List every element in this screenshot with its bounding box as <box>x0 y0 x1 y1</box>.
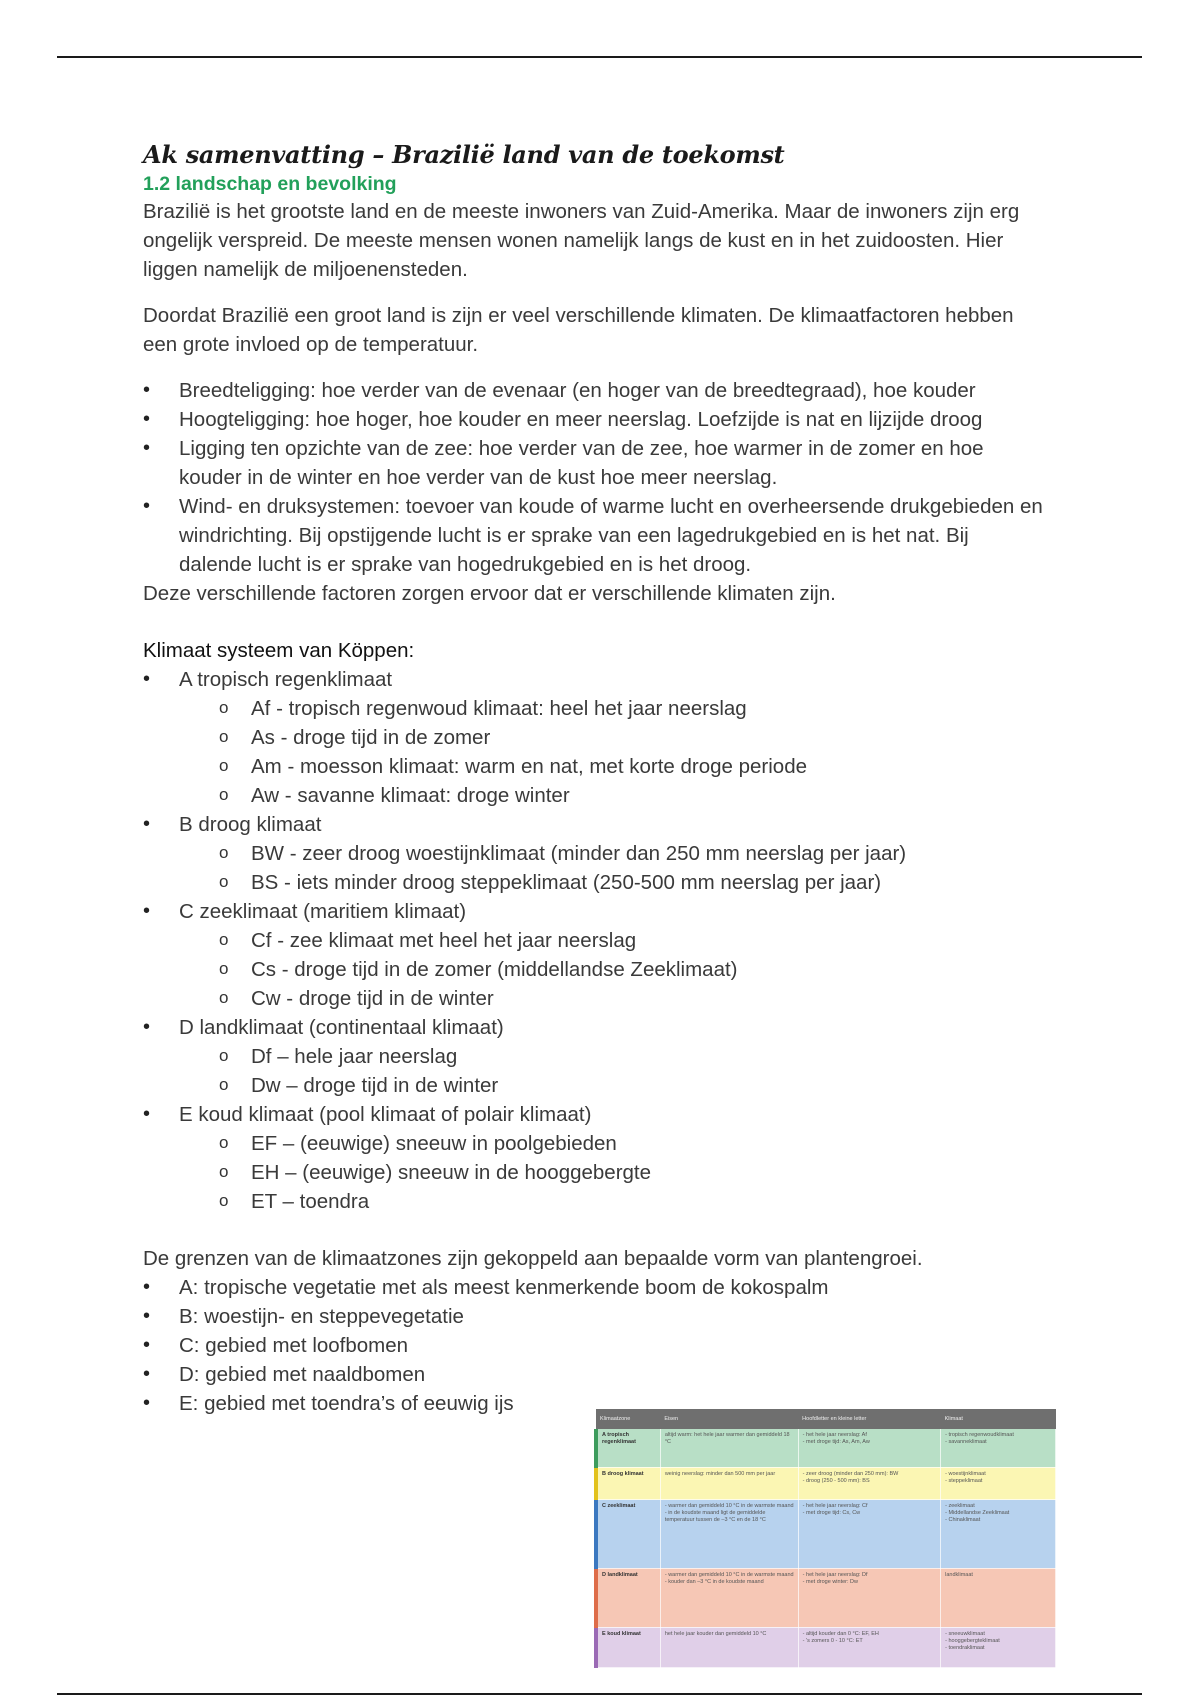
table-cell: - woestijnklimaat - steppeklimaat <box>941 1467 1056 1499</box>
table-row <box>596 1500 1056 1569</box>
table-header: Eisen <box>660 1409 798 1429</box>
table-cell: E koud klimaat <box>596 1627 660 1667</box>
table-cell: - zeer droog (minder dan 250 mm): BW - droog (250 - 500 mm): BS <box>798 1467 940 1499</box>
list-item: • D: gebied met naaldbomen <box>143 1360 1043 1389</box>
table-cell: - het hele jaar neerslag: Cf - met droge tijd: Cs, Cw <box>798 1500 940 1569</box>
table-cell: - het hele jaar neerslag: Df - met droge winter: Dw <box>798 1568 940 1627</box>
list-item: o Cs - droge tijd in de zomer (middellandse Zeeklimaat) <box>143 955 1043 984</box>
table-cell: landklimaat <box>941 1568 1056 1627</box>
table-cell: - het hele jaar neerslag: Af - met droge tijd: As, Am, Aw <box>798 1429 940 1467</box>
table-cell: A tropisch regenklimaat <box>596 1429 660 1467</box>
list-item: o EF – (eeuwige) sneeuw in poolgebieden <box>143 1129 1043 1158</box>
koppen-table <box>594 1409 1056 1668</box>
list-item: o BW - zeer droog woestijnklimaat (minder dan 250 mm neerslag per jaar) <box>143 839 1043 868</box>
section-title: 1.2 landschap en bevolking <box>143 173 397 195</box>
list-item: • Ligging ten opzichte van de zee: hoe verder van de zee, hoe warmer in de zomer en hoe kouder in de winter en hoe verder van de kust hoe meer neerslag. <box>143 434 1043 492</box>
bottom-rule <box>57 1693 1142 1695</box>
list-item: • B: woestijn- en steppevegetatie <box>143 1302 1043 1331</box>
document-title: Ak samenvatting – Brazilië land van de toekomst <box>143 140 785 169</box>
paragraph-climate: Doordat Brazilië een groot land is zijn er veel verschillende klimaten. De klimaatfactoren hebben een grote invloed op de temperatuur. <box>143 304 1014 356</box>
list-item: • Hoogteligging: hoe hoger, hoe kouder en meer neerslag. Loefzijde is nat en lijzijde droog <box>143 405 1043 434</box>
table-header-row <box>596 1409 1056 1429</box>
koppen-heading: Klimaat systeem van Köppen: <box>143 639 415 662</box>
list-item: o EH – (eeuwige) sneeuw in de hooggebergte <box>143 1158 1043 1187</box>
table-cell: weinig neerslag: minder dan 500 mm per jaar <box>660 1467 798 1499</box>
list-item: o Cw - droge tijd in de winter <box>143 984 1043 1013</box>
list-item: o Am - moesson klimaat: warm en nat, met korte droge periode <box>143 752 1043 781</box>
list-item: • Wind- en druksystemen: toevoer van koude of warme lucht en overheersende drukgebieden en windrichting. Bij opstijgende lucht is er sprake van een lagedrukgebied en is het nat. Bij dalende lucht is er sprake van hogedrukgebied en is het droog. <box>143 492 1043 579</box>
table-header: Hoofdletter en kleine letter <box>798 1409 940 1429</box>
list-item: • A tropisch regenklimaat <box>143 665 1043 694</box>
list-item: • B droog klimaat <box>143 810 1043 839</box>
list-item: • A: tropische vegetatie met als meest kenmerkende boom de kokospalm <box>143 1273 1043 1302</box>
document-body <box>143 140 1043 1418</box>
list-item: • C: gebied met loofbomen <box>143 1331 1043 1360</box>
list-item: • Breedteligging: hoe verder van de evenaar (en hoger van de breedtegraad), hoe kouder <box>143 376 1043 405</box>
list-item: o BS - iets minder droog steppeklimaat (250-500 mm neerslag per jaar) <box>143 868 1043 897</box>
table-cell: C zeeklimaat <box>596 1500 660 1569</box>
table-header: Klimaat <box>941 1409 1056 1429</box>
list-item: o Cf - zee klimaat met heel het jaar neerslag <box>143 926 1043 955</box>
table-cell: - sneeuwklimaat - hooggebergteklimaat - toendraklimaat <box>941 1627 1056 1667</box>
table-cell: - warmer dan gemiddeld 10 °C in de warmste maand - in de koudste maand ligt de gemiddelde temperatuur tussen de –3 °C en de 18 °C <box>660 1500 798 1569</box>
list-item: o ET – toendra <box>143 1187 1043 1216</box>
table-header: Klimaatzone <box>596 1409 660 1429</box>
table-row <box>596 1467 1056 1499</box>
table-cell: - zeeklimaat - Middellandse Zeeklimaat - Chinaklimaat <box>941 1500 1056 1569</box>
list-item: o As - droge tijd in de zomer <box>143 723 1043 752</box>
climate-factors-list <box>143 376 1043 579</box>
table-cell: B droog klimaat <box>596 1467 660 1499</box>
table-cell: altijd warm: het hele jaar warmer dan gemiddeld 18 °C <box>660 1429 798 1467</box>
vegetation-list <box>143 1273 1043 1418</box>
table-row <box>596 1627 1056 1667</box>
list-item: o Dw – droge tijd in de winter <box>143 1071 1043 1100</box>
koppen-list <box>143 665 1043 1216</box>
top-rule <box>57 56 1142 58</box>
list-item: • C zeeklimaat (maritiem klimaat) <box>143 897 1043 926</box>
table-cell: - tropisch regenwoudklimaat - savanneklimaat <box>941 1429 1056 1467</box>
list-item: o Aw - savanne klimaat: droge winter <box>143 781 1043 810</box>
paragraph-intro: Brazilië is het grootste land en de meeste inwoners van Zuid-Amerika. Maar de inwoners zijn erg ongelijk verspreid. De meeste mensen wonen namelijk langs de kust en in het zuidoosten. Hier liggen namelijk de miljoenensteden. <box>143 200 1020 281</box>
table-row <box>596 1429 1056 1467</box>
vegetation-intro: De grenzen van de klimaatzones zijn gekoppeld aan bepaalde vorm van plantengroei. <box>143 1247 923 1270</box>
table-cell: - warmer dan gemiddeld 10 °C in de warmste maand - kouder dan –3 °C in de koudste maand <box>660 1568 798 1627</box>
list-item: o Df – hele jaar neerslag <box>143 1042 1043 1071</box>
table-cell: - altijd kouder dan 0 °C: EF, EH - 's zomers 0 - 10 °C: ET <box>798 1627 940 1667</box>
list-item: • D landklimaat (continentaal klimaat) <box>143 1013 1043 1042</box>
list-item: • E koud klimaat (pool klimaat of polair klimaat) <box>143 1100 1043 1129</box>
table-cell: het hele jaar kouder dan gemiddeld 10 °C <box>660 1627 798 1667</box>
table-cell: D landklimaat <box>596 1568 660 1627</box>
table-row <box>596 1568 1056 1627</box>
factors-conclusion: Deze verschillende factoren zorgen ervoor dat er verschillende klimaten zijn. <box>143 582 836 605</box>
list-item: o Af - tropisch regenwoud klimaat: heel het jaar neerslag <box>143 694 1043 723</box>
list-item: • E: gebied met toendra’s of eeuwig ijs <box>143 1389 1043 1418</box>
